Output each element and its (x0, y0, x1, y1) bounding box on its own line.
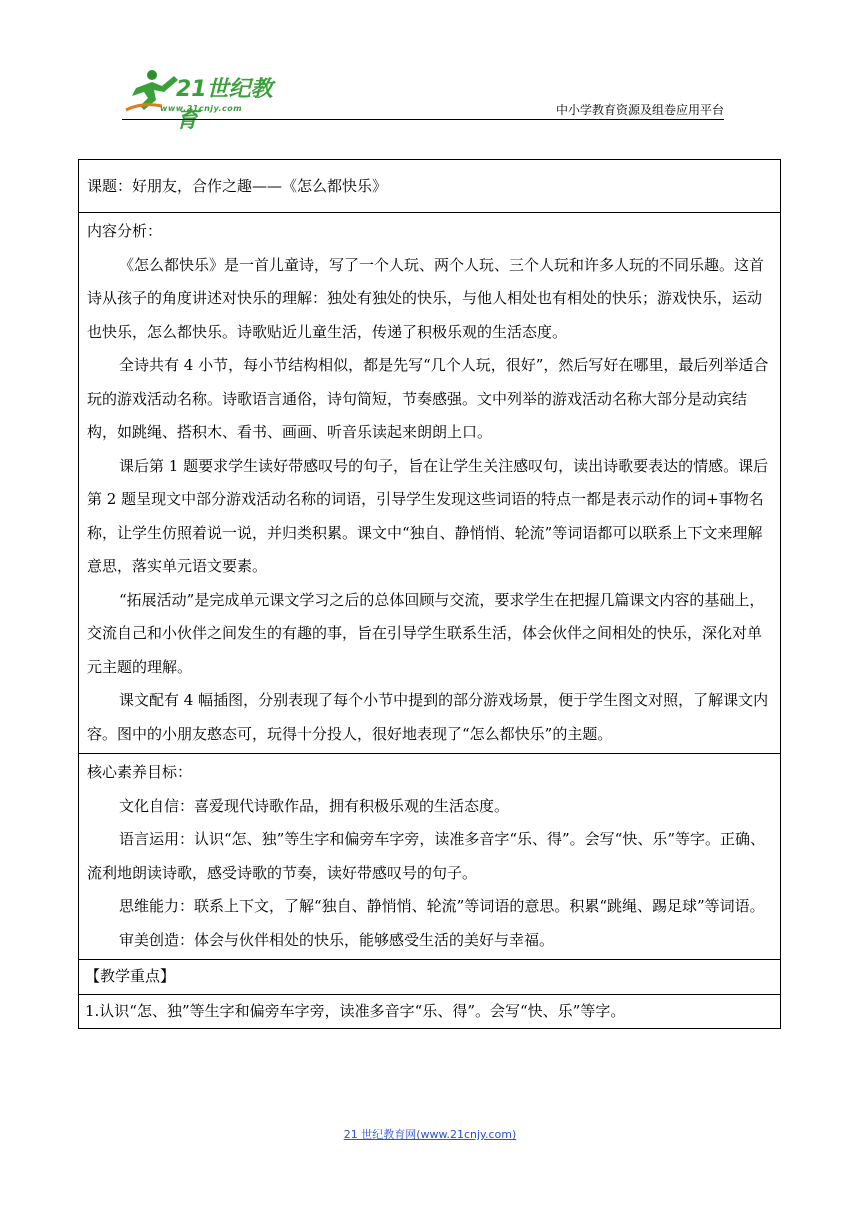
lesson-title: 课题：好朋友，合作之趣——《怎么都快乐》 (79, 160, 781, 213)
key-points-row (79, 994, 781, 1029)
key-point-item: 1.认识“怎、独”等生字和偏旁车字旁，读准多音字“乐、得”。会写“快、乐”等字。 (79, 994, 781, 1029)
analysis-cell (79, 213, 781, 754)
analysis-label: 内容分析： (87, 222, 163, 240)
analysis-paragraph: 课后第 1 题要求学生读好带感叹号的句子，旨在让学生关注感叹句，读出诗歌要表达的情感。课后第 2 题呈现文中部分游戏活动名称的词语，引导学生发现这些词语的特点一都是表示动作的词+事物名称，让学生仿照着说一说，并归类积累。课文中“独自、静悄悄、轮流”等词语都可以联系上下文来理解意思，落实单元语文要素。 (87, 456, 769, 575)
header-divider (122, 119, 724, 120)
site-logo[interactable] (122, 66, 292, 133)
analysis-paragraph: 全诗共有 4 小节，每小节结构相似，都是先写“几个人玩，很好”，然后写好在哪里，最后列举适合玩的游戏活动名称。诗歌语言通俗，诗句简短，节奏感强。文中列举的游戏活动名称大部分是动宾结构，如跳绳、搭积木、看书、画画、听音乐读起来朗朗上口。 (87, 356, 769, 441)
analysis-paragraph: 课文配有 4 幅插图，分别表现了每个小节中提到的部分游戏场景，便于学生图文对照，了解课文内容。图中的小朋友憨态可，玩得十分投人，很好地表现了“怎么都快乐”的主题。 (87, 691, 769, 743)
key-points-label: 【教学重点】 (79, 960, 781, 995)
analysis-paragraph: 《怎么都快乐》是一首儿童诗，写了一个人玩、两个人玩、三个人玩和许多人玩的不同乐趣。这首诗从孩子的角度讲述对快乐的理解：独处有独处的快乐，与他人相处也有相处的快乐；游戏快乐，运动也快乐，怎么都快乐。诗歌贴近儿童生活，传递了积极乐观的生活态度。 (87, 255, 765, 341)
footer-link[interactable]: 21 世纪教育网(www.21cnjy.com) (343, 1128, 517, 1141)
analysis-paragraph: “拓展活动”是完成单元课文学习之后的总体回顾与交流，要求学生在把握几篇课文内容的基础上，交流自己和小伙伴之间发生的有趣的事，旨在引导学生联系生活，体会伙伴之间相处的快乐，深化对单元主题的理解。 (87, 590, 765, 676)
key-points-label-row (79, 960, 781, 995)
goal-paragraph: 语言运用：认识“怎、独”等生字和偏旁车字旁，读准多音字“乐、得”。会写“快、乐”等字。正确、流利地朗读诗歌，感受诗歌的节奏，读好带感叹号的句子。 (87, 830, 766, 882)
goals-label: 核心素养目标： (87, 763, 193, 781)
goal-paragraph: 思维能力：联系上下文，了解“独自、静悄悄、轮流”等词语的意思。积累“跳绳、踢足球”等词语。 (119, 897, 765, 915)
platform-title: 中小学教育资源及组卷应用平台 (555, 103, 724, 117)
lesson-plan-table (78, 159, 781, 1029)
analysis-row (79, 213, 781, 754)
goal-paragraph: 审美创造：体会与伙伴相处的快乐，能够感受生活的美好与幸福。 (119, 930, 555, 949)
goal-paragraph: 文化自信：喜爱现代诗歌作品，拥有积极乐观的生活态度。 (119, 796, 510, 815)
goals-row (79, 754, 781, 960)
logo-text: 21世纪教育 (176, 77, 273, 133)
page-header (0, 0, 860, 133)
goals-cell (79, 754, 781, 960)
title-row (79, 160, 781, 213)
logo-url: www.21cnjy.com (160, 104, 243, 113)
